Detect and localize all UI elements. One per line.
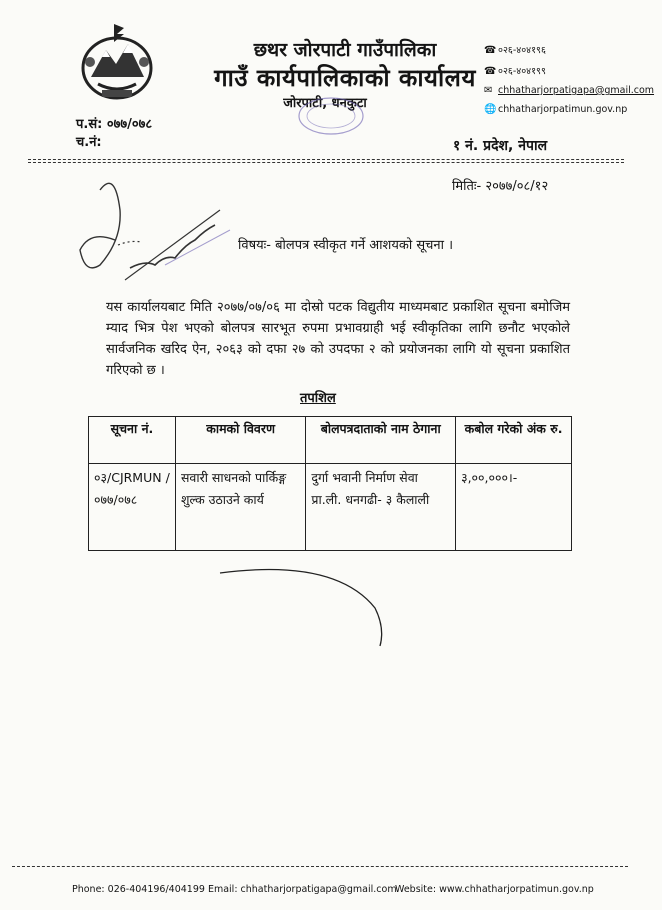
footer-contact: Phone: 026-404196/404199 Email: chhatharjorpatigapa@gmail.com <box>72 884 397 895</box>
column-header: बोलपत्रदाताको नाम ठेगाना <box>306 417 456 464</box>
table-row <box>89 464 572 551</box>
footer-website: Website: www.chhatharjorpatimun.gov.np <box>395 884 594 895</box>
table-cell: दुर्गा भवानी निर्माण सेवा प्रा.ली. धनगढी- ३ कैलाली <box>306 464 456 551</box>
details-table <box>88 416 572 551</box>
pen-mark <box>215 558 395 648</box>
nepal-emblem-logo <box>76 22 158 110</box>
office-name: गाउँ कार्यपालिकाको कार्यालय <box>214 64 476 92</box>
phone-2: ☎ ०२६-४०४१९९ <box>484 66 546 77</box>
letter-date: मितिः- २०७७/०८/१२ <box>452 179 549 194</box>
letter-subject: विषयः- बोलपत्र स्वीकृत गर्ने आशयको सूचना । <box>238 238 454 253</box>
table-cell: ३,००,०००।- <box>456 464 572 551</box>
letter-body: यस कार्यालयबाट मिति २०७७/०७/०६ मा दोस्रो पटक विद्युतीय माध्यमबाट प्रकाशित सूचना बमोजिम म्याद भित्र पेश भएको बोलपत्र सारभूत रुपमा प्रभावग्राही भई स्वीकृतिका लागि छनौट भएकोले सार्वजनिक खरिद ऐन, २०६३ को दफा २७ को उपदफा २ को प्रयोजनका लागि यो सूचना प्रकाशित गरिएको छ । <box>106 300 570 378</box>
reference-number: प.सं: ०७७/०७८ <box>76 117 153 132</box>
dispatch-number: च.नं: <box>76 135 102 150</box>
table-cell: ०३/CJRMUN /०७७/०७८ <box>89 464 176 551</box>
table-cell: सवारी साधनको पार्किङ्ग शुल्क उठाउने कार्य <box>175 464 305 551</box>
column-header: कबोल गरेको अंक रु. <box>456 417 572 464</box>
phone-1: ☎ ०२६-४०४१९६ <box>484 45 546 56</box>
column-header: सूचना नं. <box>89 417 176 464</box>
office-address: जोरपाटी, धनकुटा <box>283 96 367 111</box>
email-contact: ✉ chhatharjorpatigapa@gmail.com <box>484 85 655 96</box>
header-divider <box>28 159 624 160</box>
column-header: कामको विवरण <box>175 417 305 464</box>
handwritten-signature <box>70 170 250 290</box>
globe-icon: 🌐 <box>484 104 497 115</box>
province-label: १ नं. प्रदेश, नेपाल <box>453 138 548 154</box>
table-header-row <box>89 417 572 464</box>
phone-icon: ☎ <box>484 45 497 56</box>
footer-divider <box>12 866 628 867</box>
details-heading: तपशिल <box>300 391 336 406</box>
email-icon: ✉ <box>484 85 493 96</box>
header-divider <box>28 162 624 163</box>
municipality-name: छथर जोरपाटी गाउँपालिका <box>253 39 437 61</box>
office-stamp <box>296 96 366 136</box>
phone-icon: ☎ <box>484 66 497 77</box>
website-contact: 🌐 chhatharjorpatimun.gov.np <box>484 104 628 115</box>
